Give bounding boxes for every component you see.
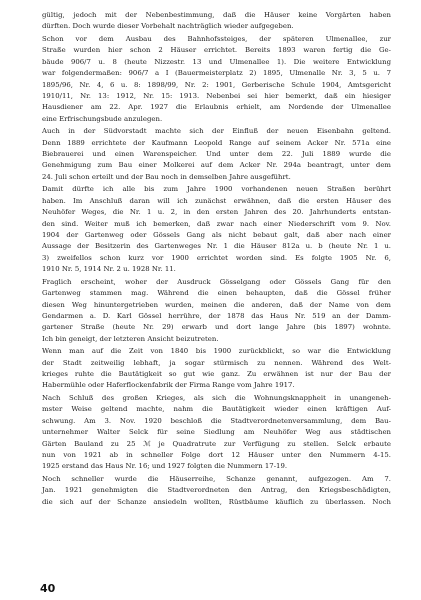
- text-line: Ich bin geneigt, der letzteren Ansicht beizutreten.: [42, 334, 219, 343]
- text-line: Hausdiener am 22. Apr. 1927 die Erlaubnis erhielt, am Nordende der Ulmenallee: [42, 103, 391, 112]
- paragraph: [42, 346, 391, 392]
- text-line: Fraglich erscheint, woher der Ausdruck Gösselgang oder Gössels Gang für den: [42, 277, 391, 286]
- text-line: 1910/11, Nr. 13: 1912, Nr. 15: 1913. Nebenbei sei hier bemerkt, daß ein hiesiger: [42, 91, 391, 100]
- text-line: unternehmer Walter Selck für seine Siedlung am Neuhöfer Weg aus städtischen: [42, 428, 391, 437]
- text-line: den sind. Weiter muß ich bemerken, daß zwar nach einer Niederschrift vom 9. Nov.: [42, 219, 391, 228]
- paragraph: [42, 126, 391, 183]
- text-line: Genehmigung zum Bau einer Molkerei auf dem Acker Nr. 294a beantragt, unter dem: [42, 161, 391, 170]
- paragraph: [42, 184, 391, 275]
- text-line: Straße wurden hier schon 2 Häuser errichtet. Bereits 1893 waren fertig die Ge-: [42, 46, 391, 55]
- text-line: schwung. Am 3. Nov. 1920 beschloß die Stadtverordnetenversammlung, dem Bau-: [42, 416, 391, 425]
- text-line: 1910 Nr. 5, 1914 Nr. 2 u. 1928 Nr. 11.: [42, 265, 176, 274]
- paragraph: [42, 277, 391, 345]
- text-line: die sich auf der Schanze ansiedeln wollten, Rüstbäume käuflich zu überlassen. Noch: [42, 497, 391, 506]
- text-line: 1904 der Gartenweg oder Gössels Gang als nicht bebaut galt, daß aber nach einer: [42, 230, 391, 239]
- text-line: Nach Schluß des großen Krieges, als sich die Wohnungsknappheit in unangeneh-: [42, 394, 391, 403]
- text-line: Gendarmen a. D. Karl Gössel herrühre, der 1878 das Haus Nr. 519 an der Damm-: [42, 311, 391, 320]
- text-line: nun von 1921 ab in schneller Folge dort 12 Häuser unter den Nummern 4-15.: [42, 450, 391, 459]
- text-line: mster Weise geltend machte, nahm die Bautätigkeit wieder einen kräftigen Auf-: [42, 405, 391, 414]
- text-line: krieges ruhte die Bautätigkeit so gut wie ganz. Zu erwähnen ist nur der Bau der: [42, 370, 391, 379]
- paragraph: [42, 34, 391, 125]
- text-line: Wenn man auf die Zeit von 1840 bis 1900 zurückblickt, so war die Entwicklung: [42, 347, 391, 356]
- text-line: gartener Straße (heute Nr. 29) erwarb und dort lange Jahre (bis 1897) wohnte.: [42, 323, 391, 332]
- text-line: Habermühle oder Haferflockenfabrik der Firma Range vom Jahre 1917.: [42, 381, 295, 390]
- paragraph: [42, 474, 391, 508]
- paragraph: [42, 393, 391, 473]
- text-line: Noch schneller wurde die Häuserreihe, Schanze genannt, aufgezogen. Am 7.: [42, 474, 391, 483]
- text-line: haben. Im Anschluß daran will ich zunächst erwähnen, daß die ersten Häuser des: [42, 196, 391, 205]
- text-line: Biebrauerei und einen Warenspeicher. Und unter dem 22. Juli 1889 wurde die: [42, 150, 391, 159]
- body-text: [42, 10, 391, 508]
- text-line: Neuhöfer Weges, die Nr. 1 u. 2, in den ersten Jahren des 20. Jahrhunderts entstan-: [42, 208, 391, 217]
- text-line: Gartenweg stammen mag. Während die einen behaupten, daß die Gössel früher: [42, 289, 391, 298]
- text-line: war folgendermaßen: 906/7 a I (Bauermeisterplatz 2) 1895, Ulmenalle Nr. 3, 5 u. 7: [42, 69, 391, 78]
- page-number: 40: [40, 582, 56, 595]
- text-line: gültig, jedoch mit der Nebenbestimmung, daß die Häuser keine Vorgärten haben: [42, 11, 391, 19]
- text-line: Jan. 1921 genehmigten die Stadtverordneten den Antrag, den Kriegsbeschädigten,: [42, 486, 391, 495]
- text-line: diesen Weg hinuntergetrieben wurden, meinen die anderen, daß der Name von dem: [42, 300, 391, 309]
- text-line: Schon vor dem Ausbau des Bahnhofssteiges, der späteren Ulmenallee, zur: [42, 34, 391, 43]
- text-line: 1925 erstand das Haus Nr. 16; und 1927 folgten die Nummern 17-19.: [42, 462, 288, 471]
- text-line: 24. Juli schon erteilt und der Bau noch in demselben Jahre ausgeführt.: [42, 172, 291, 181]
- text-line: Gärten Bauland zu 25 ℳ je Quadratrute zur Verfügung zu stellen. Selck erbaute: [42, 439, 391, 448]
- text-line: der Stadt zeitweilig lebhaft, ja sogar stürmisch zu nennen. Während des Welt-: [42, 358, 391, 367]
- text-line: dürften. Doch wurde dieser Vorbehalt nachträglich wieder aufgegeben.: [42, 22, 294, 31]
- text-line: Auch in der Südvorstadt machte sich der Einfluß der neuen Eisenbahn geltend.: [42, 127, 391, 136]
- text-line: Aussage der Besitzerin des Gartenweges Nr. 1 die Häuser 812a u. b (heute Nr. 1 u.: [42, 242, 391, 251]
- paragraph: [42, 10, 391, 33]
- text-line: Denn 1889 errichtete der Kaufmann Leopold Range auf seinem Acker Nr. 571a eine: [42, 138, 391, 147]
- text-line: eine Erfrischungsbude anzulegen.: [42, 114, 163, 123]
- text-line: bäude 906/7 u. 8 (heute Nizzestr. 13 und Ulmenallee 1). Die weitere Entwicklung: [42, 57, 391, 66]
- text-line: 3) zweifellos schon kurz vor 1900 errichtet worden sind. Es folgte 1905 Nr. 6,: [42, 253, 391, 262]
- text-line: 1895/96, Nr. 4, 6 u. 8: 1898/99, Nr. 2: 1901, Gerberische Schule 1904, Amtsgericht: [42, 80, 391, 89]
- text-line: Damit dürfte ich alle bis zum Jahre 1900 vorhandenen neuen Straßen berührt: [42, 185, 391, 194]
